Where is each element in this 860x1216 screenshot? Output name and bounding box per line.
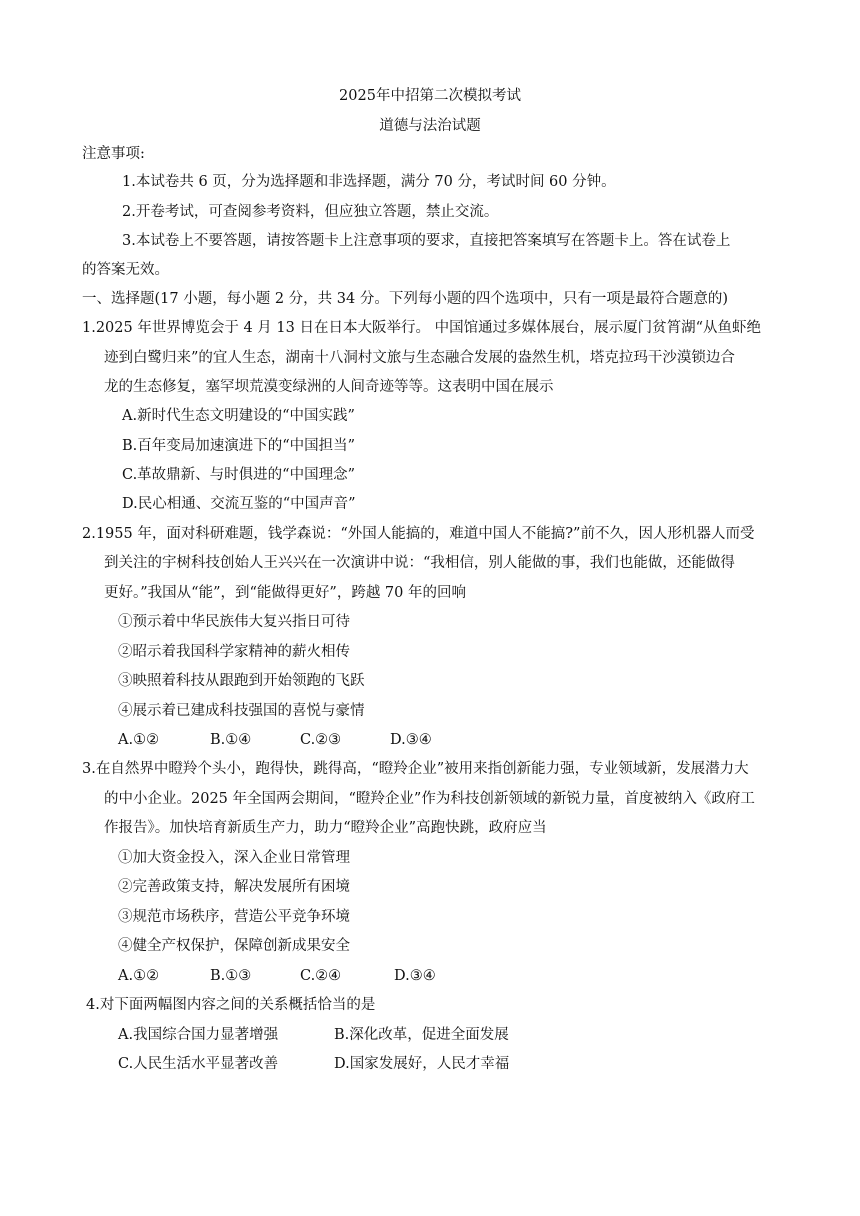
q2-statement-3: ③映照着科技从跟跑到开始领跑的飞跃 — [118, 673, 365, 689]
q4-option-b: B.深化改革，促进全面发展 — [334, 1027, 509, 1043]
notice-item-2: 2.开卷考试，可查阅参考资料，但应独立答题，禁止交流。 — [122, 204, 499, 220]
q2-statement-4: ④展示着已建成科技强国的喜悦与豪情 — [118, 703, 365, 719]
q2-stem-line-3: 更好。”我国从“能”，到“能做得更好”，跨越 70 年的回响 — [104, 585, 466, 601]
q3-statement-2: ②完善政策支持，解决发展所有困境 — [118, 879, 350, 895]
q1-option-b: B.百年变局加速演进下的“中国担当” — [122, 438, 356, 454]
q3-option-a: A.①② — [118, 968, 160, 984]
q2-option-c: C.②③ — [300, 732, 342, 748]
q1-option-d: D.民心相通、交流互鉴的“中国声音” — [122, 496, 356, 512]
q1-stem-line-3: 龙的生态修复，塞罕坝荒漠变绿洲的人间奇迹等等。这表明中国在展示 — [104, 379, 554, 395]
q4-option-c: C.人民生活水平显著改善 — [118, 1056, 279, 1072]
q1-option-a: A.新时代生态文明建设的“中国实践” — [122, 408, 355, 424]
q3-statement-1: ①加大资金投入，深入企业日常管理 — [118, 850, 350, 866]
exam-subtitle: 道德与法治试题 — [379, 118, 481, 134]
q1-stem-line-1: 1.2025 年世界博览会于 4 月 13 日在日本大阪举行。 中国馆通过多媒体展台，展示厦门贫筲湖“从鱼虾绝 — [82, 320, 761, 336]
q2-statement-1: ①预示着中华民族伟大复兴指日可待 — [118, 614, 350, 630]
notice-heading: 注意事项: — [82, 146, 145, 162]
q3-statement-3: ③规范市场秩序，营造公平竞争环境 — [118, 909, 350, 925]
section-1-heading: 一、选择题(17 小题，每小题 2 分，共 34 分。下列每小题的四个选项中，只有一项是最符合题意的) — [82, 291, 728, 307]
q1-stem-line-2: 迹到白鹭归来”的宜人生态，湖南十八洞村文旅与生态融合发展的盎然生机，塔克拉玛干沙漠锁边合 — [104, 350, 735, 366]
q3-stem-line-3: 作报告》。加快培育新质生产力，助力“瞪羚企业”高跑快跳，政府应当 — [104, 820, 547, 836]
q3-stem-line-2: 的中小企业。2025 年全国两会期间，“瞪羚企业”作为科技创新领域的新锐力量，首度被纳入《政府工 — [104, 791, 755, 807]
q3-stem-line-1: 3.在自然界中瞪羚个头小，跑得快，跳得高，“瞪羚企业”被用来指创新能力强，专业领域新，发展潜力大 — [82, 761, 749, 777]
notice-item-3-line-2: 的答案无效。 — [82, 262, 169, 278]
q3-statement-4: ④健全产权保护，保障创新成果安全 — [118, 938, 350, 954]
q3-option-c: C.②④ — [300, 968, 342, 984]
q4-stem-line-1: 4.对下面两幅图内容之间的关系概括恰当的是 — [86, 997, 376, 1013]
q3-option-b: B.①③ — [210, 968, 252, 984]
q2-stem-line-1: 2.1955 年，面对科研难题，钱学森说：“外国人能搞的，难道中国人不能搞?”前不久，因人形机器人而受 — [82, 526, 755, 542]
q1-option-c: C.革故鼎新、与时俱进的“中国理念” — [122, 467, 356, 483]
q2-option-d: D.③④ — [390, 732, 432, 748]
q2-statement-2: ②昭示着我国科学家精神的薪火相传 — [118, 644, 350, 660]
notice-item-3-line-1: 3.本试卷上不要答题，请按答题卡上注意事项的要求，直接把答案填写在答题卡上。答在试卷上 — [122, 233, 731, 249]
q2-option-a: A.①② — [118, 732, 160, 748]
q4-option-a: A.我国综合国力显著增强 — [118, 1027, 279, 1043]
q3-option-d: D.③④ — [394, 968, 436, 984]
notice-item-1: 1.本试卷共 6 页，分为选择题和非选择题，满分 70 分，考试时间 60 分钟。 — [122, 174, 616, 190]
exam-title: 2025年中招第二次模拟考试 — [339, 88, 521, 104]
q2-stem-line-2: 到关注的宇树科技创始人王兴兴在一次演讲中说：“我相信，别人能做的事，我们也能做，还能做得 — [104, 555, 735, 571]
q2-option-b: B.①④ — [210, 732, 252, 748]
q4-option-d: D.国家发展好，人民才幸福 — [334, 1056, 510, 1072]
